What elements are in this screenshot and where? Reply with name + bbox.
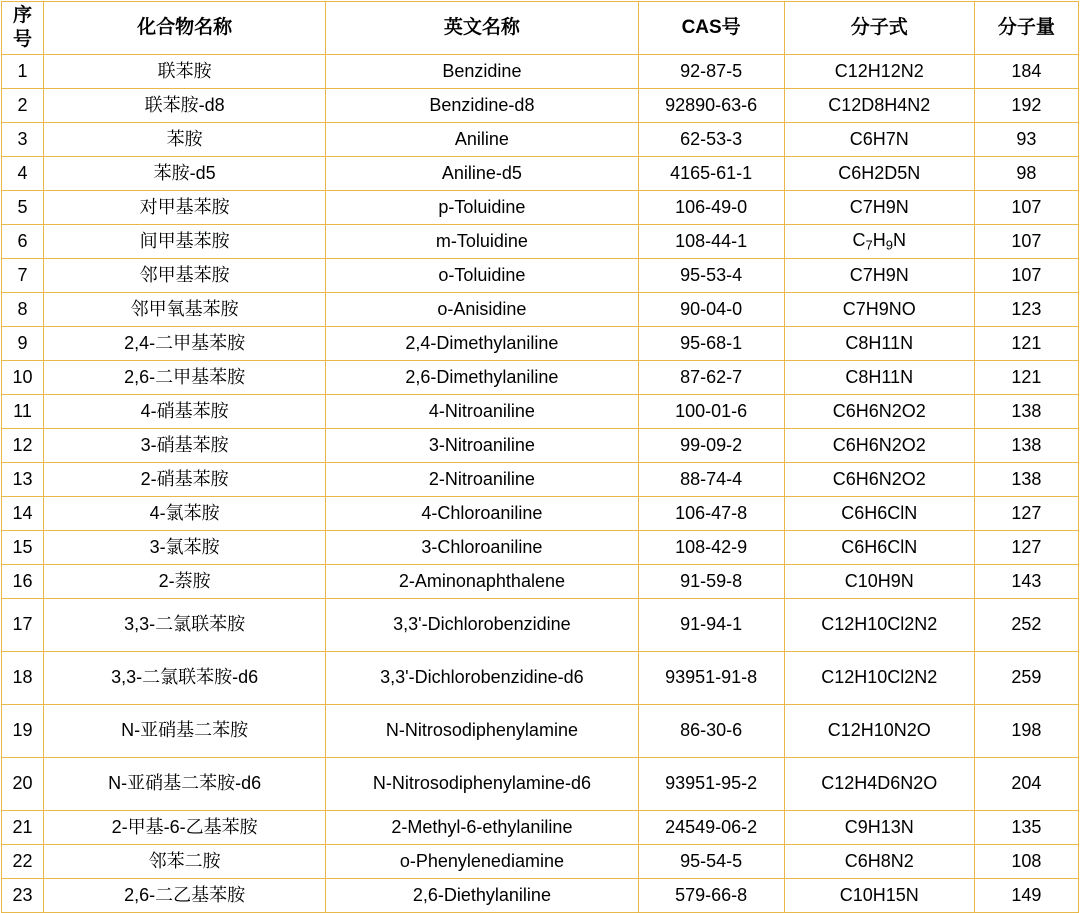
cell-molecular-weight: 149 xyxy=(974,878,1078,912)
cell-molecular-formula: C6H6ClN xyxy=(784,496,974,530)
cell-molecular-formula: C10H15N xyxy=(784,878,974,912)
cell-compound-name-cn: 3,3-二氯联苯胺 xyxy=(44,598,326,651)
cell-compound-name-cn: N-亚硝基二苯胺 xyxy=(44,704,326,757)
cell-index: 13 xyxy=(2,462,44,496)
cell-cas-number: 24549-06-2 xyxy=(638,810,784,844)
cell-compound-name-cn: 邻甲基苯胺 xyxy=(44,258,326,292)
cell-compound-name-en: 4-Nitroaniline xyxy=(326,394,638,428)
cell-compound-name-en: 2-Aminonaphthalene xyxy=(326,564,638,598)
cell-molecular-formula: C6H6ClN xyxy=(784,530,974,564)
cell-index: 1 xyxy=(2,54,44,88)
cell-cas-number: 100-01-6 xyxy=(638,394,784,428)
table-row xyxy=(2,810,1079,844)
cell-index: 16 xyxy=(2,564,44,598)
cell-molecular-weight: 107 xyxy=(974,258,1078,292)
cell-cas-number: 108-44-1 xyxy=(638,224,784,258)
cell-molecular-weight: 259 xyxy=(974,651,1078,704)
cell-cas-number: 88-74-4 xyxy=(638,462,784,496)
cell-compound-name-en: 2,6-Diethylaniline xyxy=(326,878,638,912)
cell-index: 8 xyxy=(2,292,44,326)
cell-cas-number: 62-53-3 xyxy=(638,122,784,156)
table-row xyxy=(2,428,1079,462)
compound-table-container xyxy=(0,1,1080,913)
cell-compound-name-cn: N-亚硝基二苯胺-d6 xyxy=(44,757,326,810)
table-row xyxy=(2,598,1079,651)
table-row xyxy=(2,258,1079,292)
cell-molecular-weight: 143 xyxy=(974,564,1078,598)
cell-index: 5 xyxy=(2,190,44,224)
cell-molecular-formula: C12H10N2O xyxy=(784,704,974,757)
cell-compound-name-cn: 对甲基苯胺 xyxy=(44,190,326,224)
cell-compound-name-en: Benzidine-d8 xyxy=(326,88,638,122)
cell-molecular-formula: C6H8N2 xyxy=(784,844,974,878)
cell-compound-name-cn: 2,6-二甲基苯胺 xyxy=(44,360,326,394)
cell-compound-name-en: 3,3'-Dichlorobenzidine-d6 xyxy=(326,651,638,704)
table-row xyxy=(2,844,1079,878)
table-row xyxy=(2,292,1079,326)
cell-molecular-weight: 138 xyxy=(974,462,1078,496)
cell-molecular-weight: 121 xyxy=(974,360,1078,394)
cell-compound-name-en: 3,3'-Dichlorobenzidine xyxy=(326,598,638,651)
cell-index: 21 xyxy=(2,810,44,844)
table-row xyxy=(2,360,1079,394)
table-row xyxy=(2,496,1079,530)
table-row xyxy=(2,156,1079,190)
cell-compound-name-en: m-Toluidine xyxy=(326,224,638,258)
cell-index: 9 xyxy=(2,326,44,360)
cell-index: 23 xyxy=(2,878,44,912)
cell-compound-name-cn: 3,3-二氯联苯胺-d6 xyxy=(44,651,326,704)
cell-molecular-weight: 98 xyxy=(974,156,1078,190)
column-header-cas-number: CAS号 xyxy=(638,2,784,55)
table-row xyxy=(2,224,1079,258)
cell-molecular-weight: 184 xyxy=(974,54,1078,88)
cell-index: 20 xyxy=(2,757,44,810)
cell-molecular-weight: 198 xyxy=(974,704,1078,757)
cell-compound-name-en: p-Toluidine xyxy=(326,190,638,224)
cell-cas-number: 4165-61-1 xyxy=(638,156,784,190)
cell-compound-name-cn: 4-氯苯胺 xyxy=(44,496,326,530)
cell-compound-name-en: Benzidine xyxy=(326,54,638,88)
cell-index: 3 xyxy=(2,122,44,156)
cell-molecular-formula: C6H6N2O2 xyxy=(784,462,974,496)
cell-molecular-formula: C12H10Cl2N2 xyxy=(784,651,974,704)
cell-index: 7 xyxy=(2,258,44,292)
cell-molecular-weight: 93 xyxy=(974,122,1078,156)
cell-compound-name-cn: 4-硝基苯胺 xyxy=(44,394,326,428)
cell-molecular-formula: C7H9N xyxy=(784,190,974,224)
cell-molecular-weight: 138 xyxy=(974,394,1078,428)
cell-molecular-formula: C9H13N xyxy=(784,810,974,844)
column-header-molecular-weight: 分子量 xyxy=(974,2,1078,55)
cell-cas-number: 95-53-4 xyxy=(638,258,784,292)
cell-compound-name-cn: 2,4-二甲基苯胺 xyxy=(44,326,326,360)
cell-molecular-weight: 123 xyxy=(974,292,1078,326)
cell-index: 17 xyxy=(2,598,44,651)
cell-molecular-formula: $C_7H_9N$ xyxy=(784,224,974,258)
cell-cas-number: 106-47-8 xyxy=(638,496,784,530)
cell-index: 19 xyxy=(2,704,44,757)
cell-molecular-weight: 107 xyxy=(974,190,1078,224)
cell-compound-name-en: Aniline-d5 xyxy=(326,156,638,190)
table-row xyxy=(2,651,1079,704)
cell-cas-number: 92-87-5 xyxy=(638,54,784,88)
table-row xyxy=(2,564,1079,598)
cell-molecular-weight: 108 xyxy=(974,844,1078,878)
cell-compound-name-en: 3-Nitroaniline xyxy=(326,428,638,462)
cell-compound-name-en: o-Toluidine xyxy=(326,258,638,292)
column-header-molecular-formula: 分子式 xyxy=(784,2,974,55)
cell-index: 12 xyxy=(2,428,44,462)
table-row xyxy=(2,530,1079,564)
cell-compound-name-en: Aniline xyxy=(326,122,638,156)
cell-compound-name-en: 2,6-Dimethylaniline xyxy=(326,360,638,394)
cell-compound-name-cn: 2-甲基-6-乙基苯胺 xyxy=(44,810,326,844)
table-row xyxy=(2,462,1079,496)
cell-index: 18 xyxy=(2,651,44,704)
cell-index: 15 xyxy=(2,530,44,564)
cell-molecular-formula: C7H9N xyxy=(784,258,974,292)
table-row xyxy=(2,190,1079,224)
cell-compound-name-cn: 2-萘胺 xyxy=(44,564,326,598)
cell-compound-name-en: 3-Chloroaniline xyxy=(326,530,638,564)
compound-table xyxy=(1,1,1079,913)
cell-cas-number: 106-49-0 xyxy=(638,190,784,224)
cell-compound-name-cn: 联苯胺 xyxy=(44,54,326,88)
cell-molecular-weight: 204 xyxy=(974,757,1078,810)
cell-compound-name-cn: 2-硝基苯胺 xyxy=(44,462,326,496)
cell-compound-name-en: N-Nitrosodiphenylamine xyxy=(326,704,638,757)
cell-compound-name-cn: 3-硝基苯胺 xyxy=(44,428,326,462)
cell-molecular-formula: C6H2D5N xyxy=(784,156,974,190)
cell-molecular-weight: 252 xyxy=(974,598,1078,651)
cell-compound-name-cn: 邻苯二胺 xyxy=(44,844,326,878)
cell-cas-number: 95-68-1 xyxy=(638,326,784,360)
cell-cas-number: 91-94-1 xyxy=(638,598,784,651)
cell-index: 4 xyxy=(2,156,44,190)
cell-compound-name-cn: 2,6-二乙基苯胺 xyxy=(44,878,326,912)
table-row xyxy=(2,394,1079,428)
column-header-compound-name-en: 英文名称 xyxy=(326,2,638,55)
cell-molecular-formula: C12H4D6N2O xyxy=(784,757,974,810)
table-row xyxy=(2,122,1079,156)
cell-molecular-formula: C12H10Cl2N2 xyxy=(784,598,974,651)
cell-compound-name-cn: 间甲基苯胺 xyxy=(44,224,326,258)
cell-cas-number: 93951-95-2 xyxy=(638,757,784,810)
table-row xyxy=(2,878,1079,912)
cell-cas-number: 91-59-8 xyxy=(638,564,784,598)
cell-compound-name-cn: 苯胺 xyxy=(44,122,326,156)
cell-compound-name-cn: 苯胺-d5 xyxy=(44,156,326,190)
cell-compound-name-cn: 邻甲氧基苯胺 xyxy=(44,292,326,326)
table-row xyxy=(2,54,1079,88)
cell-molecular-weight: 107 xyxy=(974,224,1078,258)
cell-index: 2 xyxy=(2,88,44,122)
cell-compound-name-en: o-Phenylenediamine xyxy=(326,844,638,878)
cell-cas-number: 108-42-9 xyxy=(638,530,784,564)
cell-molecular-formula: C6H7N xyxy=(784,122,974,156)
cell-cas-number: 95-54-5 xyxy=(638,844,784,878)
table-row xyxy=(2,704,1079,757)
cell-compound-name-en: 4-Chloroaniline xyxy=(326,496,638,530)
cell-molecular-weight: 127 xyxy=(974,530,1078,564)
cell-cas-number: 86-30-6 xyxy=(638,704,784,757)
cell-index: 10 xyxy=(2,360,44,394)
table-header-row xyxy=(2,2,1079,55)
cell-molecular-weight: 127 xyxy=(974,496,1078,530)
cell-cas-number: 99-09-2 xyxy=(638,428,784,462)
cell-compound-name-en: 2-Nitroaniline xyxy=(326,462,638,496)
cell-molecular-weight: 192 xyxy=(974,88,1078,122)
table-body xyxy=(2,54,1079,912)
cell-index: 6 xyxy=(2,224,44,258)
cell-index: 11 xyxy=(2,394,44,428)
cell-cas-number: 87-62-7 xyxy=(638,360,784,394)
cell-compound-name-cn: 联苯胺-d8 xyxy=(44,88,326,122)
cell-cas-number: 93951-91-8 xyxy=(638,651,784,704)
cell-molecular-formula: C8H11N xyxy=(784,360,974,394)
cell-molecular-weight: 135 xyxy=(974,810,1078,844)
cell-compound-name-en: 2,4-Dimethylaniline xyxy=(326,326,638,360)
cell-molecular-formula: C12H12N2 xyxy=(784,54,974,88)
cell-cas-number: 92890-63-6 xyxy=(638,88,784,122)
column-header-compound-name-cn: 化合物名称 xyxy=(44,2,326,55)
cell-molecular-formula: C8H11N xyxy=(784,326,974,360)
cell-cas-number: 579-66-8 xyxy=(638,878,784,912)
cell-molecular-formula: C10H9N xyxy=(784,564,974,598)
cell-index: 14 xyxy=(2,496,44,530)
cell-molecular-weight: 138 xyxy=(974,428,1078,462)
cell-cas-number: 90-04-0 xyxy=(638,292,784,326)
cell-compound-name-en: N-Nitrosodiphenylamine-d6 xyxy=(326,757,638,810)
column-header-index: 序号 xyxy=(2,2,44,55)
table-row xyxy=(2,326,1079,360)
cell-molecular-formula: C6H6N2O2 xyxy=(784,394,974,428)
cell-compound-name-cn: 3-氯苯胺 xyxy=(44,530,326,564)
cell-molecular-formula: C7H9NO xyxy=(784,292,974,326)
cell-molecular-formula: C12D8H4N2 xyxy=(784,88,974,122)
table-header xyxy=(2,2,1079,55)
cell-molecular-weight: 121 xyxy=(974,326,1078,360)
cell-compound-name-en: 2-Methyl-6-ethylaniline xyxy=(326,810,638,844)
table-row xyxy=(2,88,1079,122)
cell-compound-name-en: o-Anisidine xyxy=(326,292,638,326)
cell-molecular-formula: C6H6N2O2 xyxy=(784,428,974,462)
table-row xyxy=(2,757,1079,810)
cell-index: 22 xyxy=(2,844,44,878)
